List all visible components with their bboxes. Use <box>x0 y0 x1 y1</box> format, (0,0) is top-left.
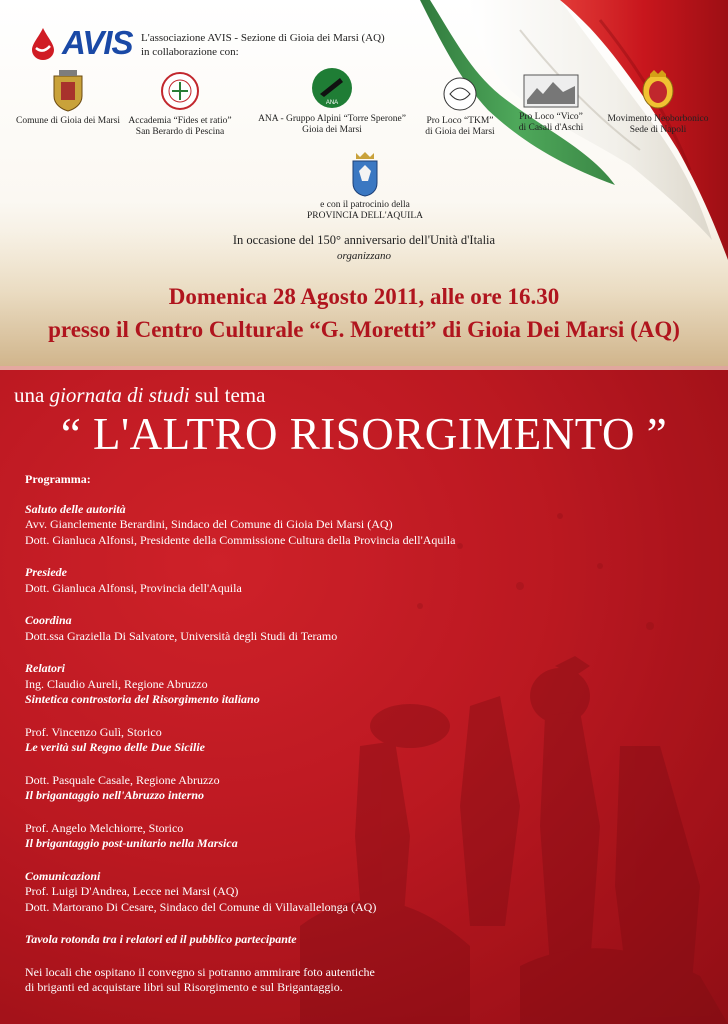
speaker-line: Prof. Angelo Melchiorre, Storico <box>25 820 184 835</box>
theme-intro: una giornata di studi sul tema <box>14 383 266 407</box>
occasion-line: In occasione del 150° anniversario dell'Unità d'Italia <box>232 233 496 247</box>
program-talk <box>25 725 715 756</box>
program-section-relatori: Relatori Ing. Claudio Aureli, Regione Abruzzo Sintetica controstoria del Risorgimento italiano <box>25 661 715 708</box>
program-section-comunicazioni: Comunicazioni Prof. Luigi D'Andrea, Lecce nei Marsi (AQ) Dott. Martorano Di Cesare, Sindaco del Comune di Villavallelonga (AQ) <box>25 869 715 916</box>
talk-title: Sintetica controstoria del Risorgimento italiano <box>25 692 260 706</box>
association-line: L'associazione AVIS - Sezione di Gioia dei Marsi (AQ) <box>141 32 385 44</box>
talk-title: Le verità sul Regno delle Due Sicilie <box>25 740 205 754</box>
proloco-tkm-logo-icon <box>441 76 479 112</box>
patronage-block <box>290 151 440 222</box>
speaker-line: Dott. Pasquale Casale, Regione Abruzzo <box>25 772 220 787</box>
program-talk <box>25 821 715 852</box>
village-sketch-icon <box>523 74 579 108</box>
organizers-line: organizzano <box>337 250 391 262</box>
speaker-line: Avv. Gianclemente Berardini, Sindaco del Comune di Gioia Dei Marsi (AQ) <box>25 517 393 531</box>
bourbon-crest-icon <box>639 68 677 110</box>
partner-ana-alpini: ANA ANA - Gruppo Alpini “Torre Sperone” Gioia dei Marsi <box>254 66 410 136</box>
speaker-line: Dott. Gianluca Alfonsi, Presidente della Commissione Cultura della Provincia dell'Aquila <box>25 532 456 547</box>
event-venue: presso il Centro Culturale “G. Moretti” di Gioia Dei Marsi (AQ) <box>48 317 680 342</box>
speaker-line: Prof. Vincenzo Gulì, Storico <box>25 724 162 739</box>
province-name: PROVINCIA DELL'AQUILA <box>307 211 423 221</box>
speaker-line: Prof. Luigi D'Andrea, Lecce nei Marsi (AQ) <box>25 884 239 898</box>
section-divider <box>0 366 728 370</box>
coat-of-arms-icon <box>51 68 85 112</box>
program-section-coordina: Coordina Dott.ssa Graziella Di Salvatore, Università degli Studi di Teramo <box>25 613 715 644</box>
partner-accademia: Accademia “Fides et ratio” San Berardo di Pescina <box>124 70 236 138</box>
program-section-saluto: Saluto delle autorità Avv. Gianclemente Berardini, Sindaco del Comune di Gioia Dei Marsi (AQ) Dott. Gianluca Alfonsi, Presidente della Commissione Cultura della Provincia dell'Aquila <box>25 502 715 549</box>
partner-proloco-vico: Pro Loco “Vico” di Casali d'Aschi <box>508 74 594 134</box>
partner-proloco-tkm: Pro Loco “TKM” di Gioia dei Marsi <box>418 76 502 138</box>
blood-drop-icon <box>28 26 58 60</box>
program-heading: Programma: <box>25 472 91 486</box>
main-title: “ L'ALTRO RISORGIMENTO ” <box>60 409 668 459</box>
academy-seal-icon <box>160 70 200 112</box>
avis-logo-text: AVIS <box>62 24 133 61</box>
closing-note: Nei locali che ospitano il convegno si potranno ammirare foto autentiche di briganti ed acquistare libri sul Risorgimento e sul Brigantaggio. <box>25 964 375 994</box>
association-text <box>141 31 385 59</box>
province-crest-icon <box>350 151 380 197</box>
speaker-line: Dott. Martorano Di Cesare, Sindaco del Comune di Villavallelonga (AQ) <box>25 899 377 914</box>
svg-text:ANA: ANA <box>325 100 339 106</box>
collaboration-line: in collaborazione con: <box>141 46 239 58</box>
program-section-tavola: Tavola rotonda tra i relatori ed il pubblico partecipante <box>25 932 297 946</box>
program-section-presiede: Presiede Dott. Gianluca Alfonsi, Provincia dell'Aquila <box>25 565 715 596</box>
header-section <box>0 0 728 366</box>
speaker-line: Ing. Claudio Aureli, Regione Abruzzo <box>25 676 208 691</box>
program-talk <box>25 773 715 804</box>
speaker-line: Dott. Gianluca Alfonsi, Provincia dell'Aquila <box>25 580 242 595</box>
speaker-line: Dott.ssa Graziella Di Salvatore, Università degli Studi di Teramo <box>25 628 338 643</box>
partner-movimento-neoborbonico: Movimento Neoborbonico Sede di Napoli <box>600 68 716 136</box>
partner-comune-gioia: Comune di Gioia dei Marsi <box>12 68 124 127</box>
talk-title: Il brigantaggio nell'Abruzzo interno <box>25 788 205 802</box>
patronage-line: e con il patrocinio della <box>320 200 410 210</box>
alpini-badge-icon <box>310 66 354 110</box>
talk-title: Il brigantaggio post-unitario nella Marsica <box>25 836 238 850</box>
event-date: Domenica 28 Agosto 2011, alle ore 16.30 <box>168 284 560 309</box>
avis-logo <box>28 26 134 60</box>
program-list <box>25 472 715 1013</box>
